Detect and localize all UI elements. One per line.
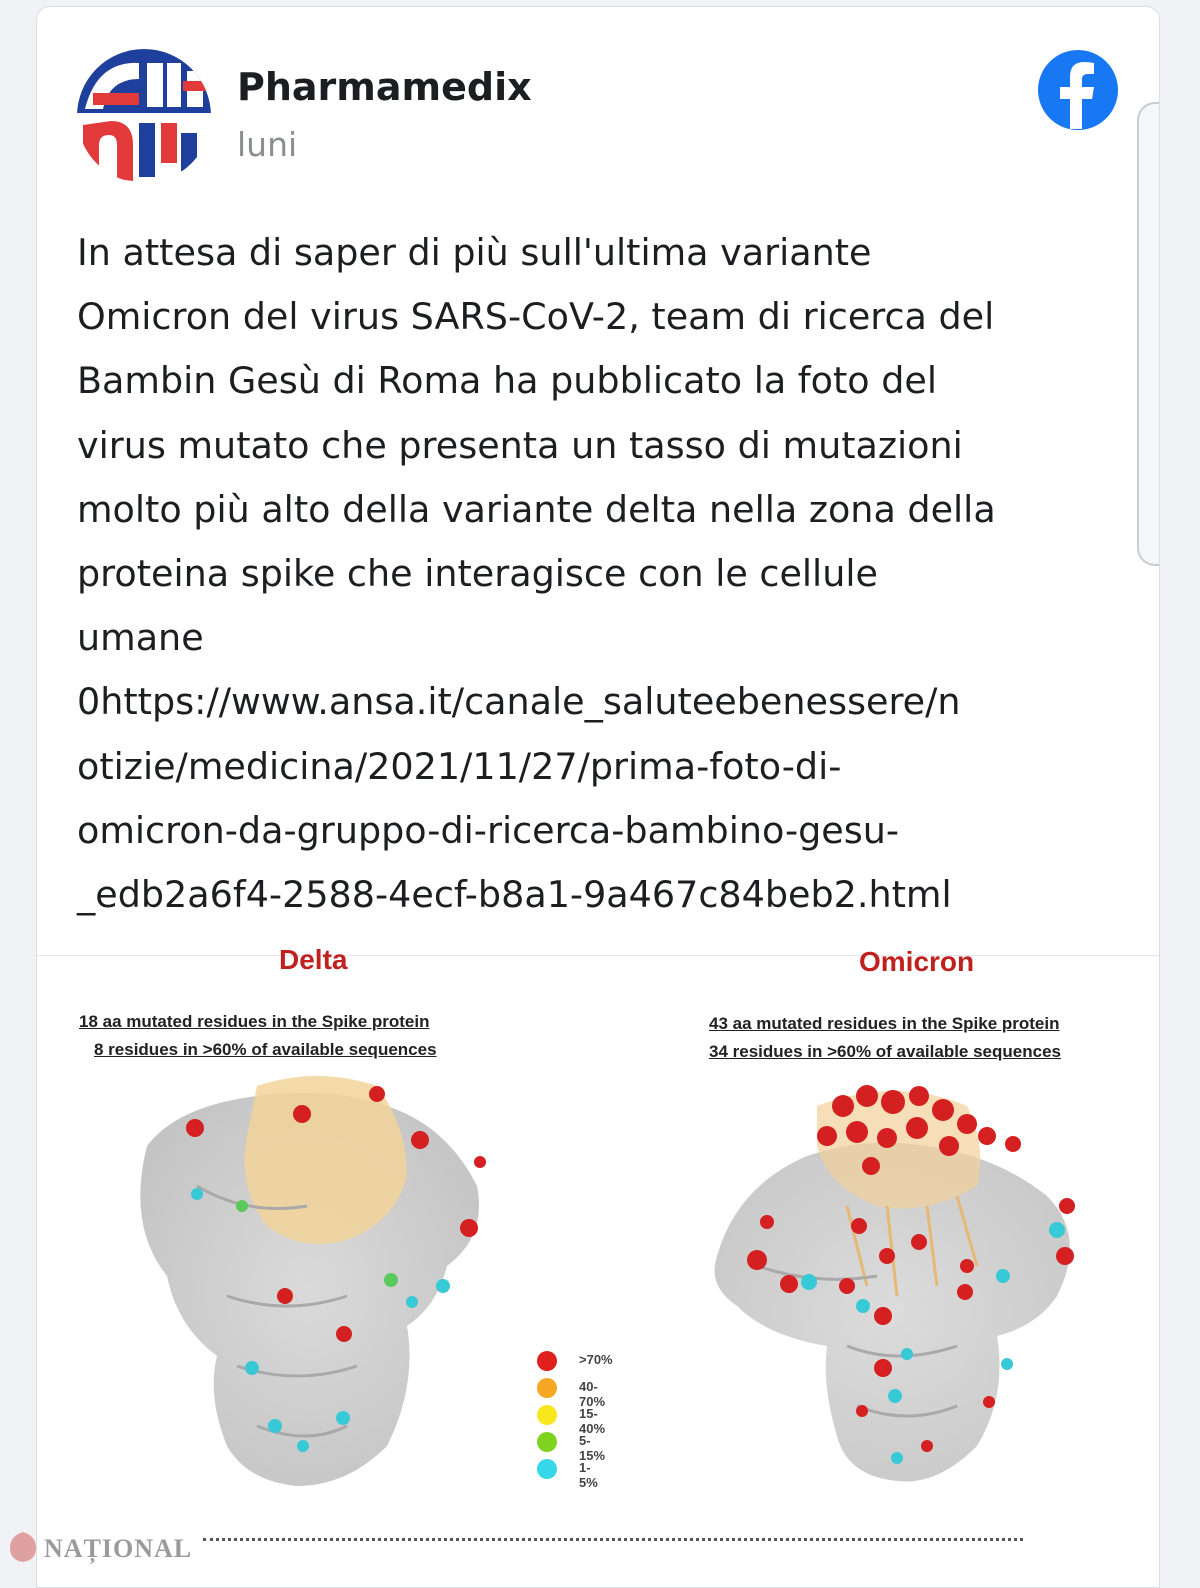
post-text-line: virus mutato che presenta un tasso di mutazioni [77, 423, 963, 467]
watermark-text: NAȚIONAL [44, 1534, 193, 1563]
omicron-subtitle-1: 43 aa mutated residues in the Spike protein [709, 1014, 1060, 1033]
facebook-icon[interactable] [1037, 49, 1119, 131]
national-logo-icon [8, 1530, 38, 1564]
legend-label: 1-5% [579, 1460, 598, 1490]
delta-subtitle-2: 8 residues in >60% of available sequences [94, 1040, 437, 1059]
watermark [8, 1530, 193, 1570]
delta-spike-protein-image [107, 1066, 507, 1496]
post-text-line: Bambin Gesù di Roma ha pubblicato la foto del [77, 359, 937, 403]
post-image[interactable] [37, 944, 1159, 1588]
post-text-line: molto più alto della variante delta nella zona della [77, 487, 996, 531]
delta-title: Delta [279, 944, 348, 975]
post-link-line[interactable]: omicron-da-gruppo-di-ricerca-bambino-gesu- [77, 808, 900, 852]
post-text-line: In attesa di saper di più sull'ultima variante [77, 231, 872, 274]
avatar[interactable] [77, 49, 211, 183]
post-link-line[interactable]: otizie/medicina/2021/11/27/prima-foto-di- [77, 744, 842, 788]
legend-label: 5-15% [579, 1433, 606, 1463]
legend-dot [537, 1405, 557, 1425]
post-timestamp[interactable]: luni [237, 125, 298, 164]
post-text-line: umane [77, 616, 204, 660]
pharmamedix-logo-icon [77, 49, 211, 183]
post-card [36, 6, 1160, 1588]
delta-subtitle-1: 18 aa mutated residues in the Spike protein [79, 1012, 430, 1031]
omicron-spike-protein-image [697, 1066, 1107, 1496]
omicron-title: Omicron [859, 946, 975, 977]
legend-label: 15-40% [579, 1406, 606, 1436]
omicron-subtitle-2: 34 residues in >60% of available sequences [709, 1042, 1061, 1061]
post-text-line: Omicron del virus SARS-CoV-2, team di ricerca del [77, 295, 995, 339]
legend-label: >70% [579, 1352, 613, 1367]
legend-dot [537, 1432, 557, 1452]
post-link-line[interactable]: _edb2a6f4-2588-4ecf-b8a1-9a467c84beb2.html [77, 873, 952, 917]
page-name[interactable]: Pharmamedix [237, 65, 532, 109]
figure-caption-illegible [203, 1538, 1023, 1547]
legend-dot [537, 1351, 557, 1371]
legend-dot [537, 1378, 557, 1398]
legend-label: 40-70% [579, 1379, 606, 1409]
post-text-line: proteina spike che interagisce con le cellule [77, 552, 878, 596]
legend-dot [537, 1459, 557, 1479]
post-text [77, 221, 1147, 927]
post-link-line[interactable]: 0https://www.ansa.it/canale_saluteebenessere/n [77, 680, 961, 724]
